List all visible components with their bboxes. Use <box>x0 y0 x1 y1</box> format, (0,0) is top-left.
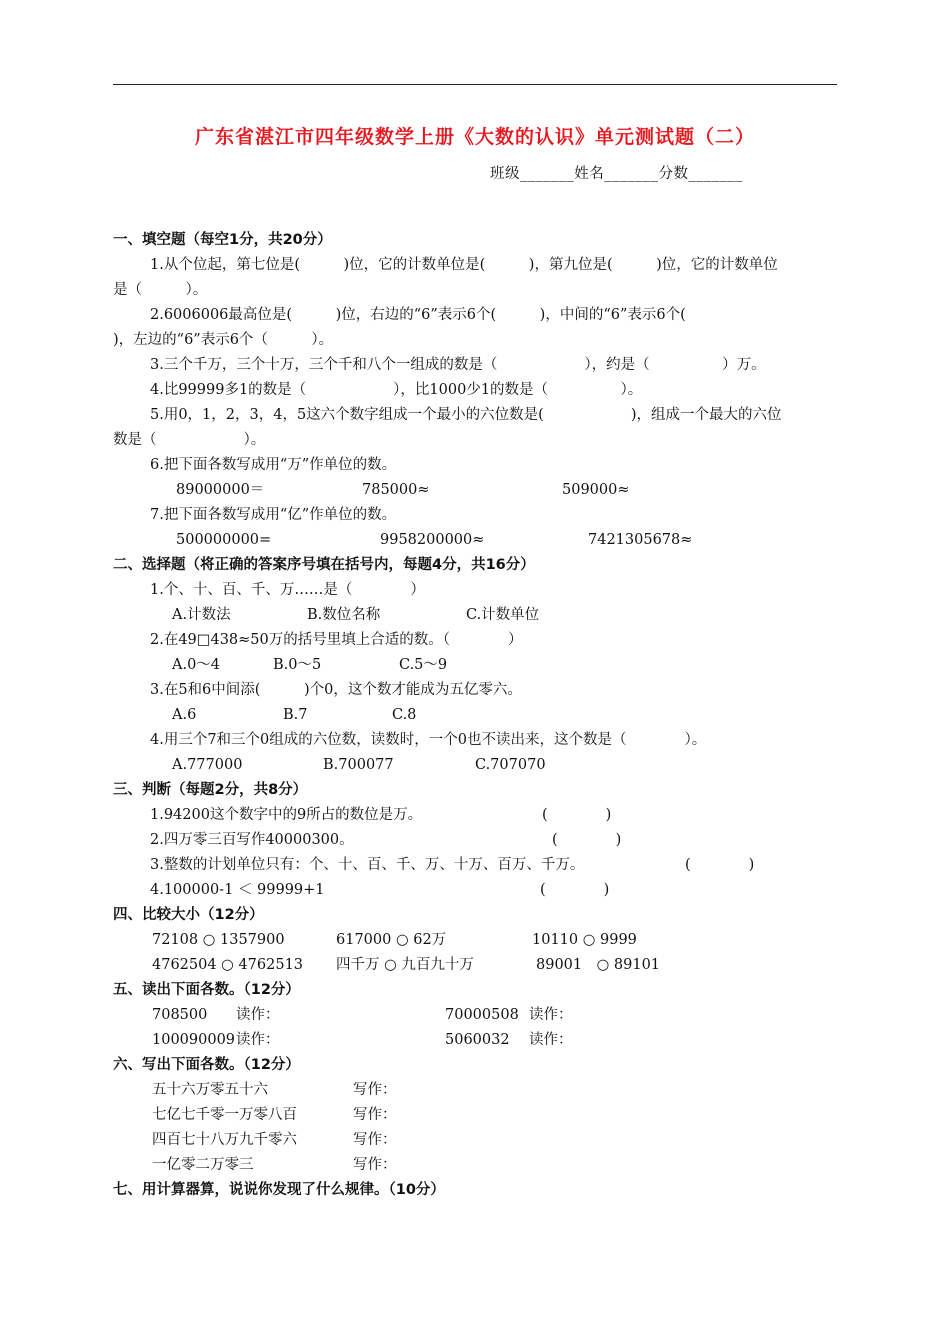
s4-compare-item: 617000 ○ 62万 <box>336 932 447 948</box>
s5-read-label: 读作： <box>529 1032 573 1048</box>
section-6-heading: 六、写出下面各数。（12分） <box>113 1057 300 1073</box>
s3-answer-paren: ( ) <box>685 857 755 873</box>
s1-q1-line2: 是（ ）。 <box>113 282 208 298</box>
s5-read-label: 读作： <box>236 1007 280 1023</box>
s1-q3: 3.三个千万，三个十万，三个千和八个一组成的数是（ ），约是（ ）万。 <box>150 357 766 373</box>
s6-words: 五十六万零五十六 <box>152 1082 268 1098</box>
s5-number: 708500 <box>152 1007 208 1023</box>
s3-answer-paren: ( ) <box>552 832 622 848</box>
s5-number: 70000508 <box>445 1007 519 1023</box>
section-1-heading: 一、填空题（每空1分，共20分） <box>113 232 332 248</box>
s2-q3-option: C.8 <box>392 707 417 723</box>
s6-write-label: 写作： <box>353 1157 397 1173</box>
s1-q6-item: 509000≈ <box>562 482 630 498</box>
s4-compare-item: 4762504 ○ 4762513 <box>152 957 304 973</box>
section-2-heading: 二、选择题（将正确的答案序号填在括号内，每题4分，共16分） <box>113 557 535 573</box>
s3-answer-paren: ( ) <box>542 807 612 823</box>
s1-q5-line2: 数是（ ）。 <box>113 432 266 448</box>
s1-q7-item: 500000000= <box>176 532 272 548</box>
s1-q7-item: 9958200000≈ <box>380 532 485 548</box>
s2-q3-option: B.7 <box>283 707 308 723</box>
s1-q6: 6.把下面各数写成用“万”作单位的数。 <box>150 457 397 473</box>
s6-write-label: 写作： <box>353 1132 397 1148</box>
s4-compare-item: 四千万 ○ 九百九十万 <box>336 957 474 973</box>
s2-q2-option: B.0～5 <box>273 657 322 673</box>
info-line: 班级_______姓名_______分数_______ <box>490 166 743 182</box>
section-5-heading: 五、读出下面各数。（12分） <box>113 982 300 998</box>
section-3-heading: 三、判断（每题2分，共8分） <box>113 782 308 798</box>
s2-q4: 4.用三个7和三个0组成的六位数，读数时，一个0也不读出来，这个数是（ ）。 <box>150 732 707 748</box>
s1-q7-item: 7421305678≈ <box>588 532 693 548</box>
s3-item: 3.整数的计划单位只有：个、十、百、千、万、十万、百万、千万。 <box>150 857 585 873</box>
s2-q3: 3.在5和6中间添( )个0，这个数才能成为五亿零六。 <box>150 682 522 698</box>
s2-q4-option: C.707070 <box>475 757 546 773</box>
s6-write-label: 写作： <box>353 1082 397 1098</box>
s2-q4-option: B.700077 <box>323 757 394 773</box>
s5-number: 5060032 <box>445 1032 510 1048</box>
s2-q3-option: A.6 <box>172 707 197 723</box>
s3-item: 4.100000-1 ＜ 99999+1 <box>150 882 325 898</box>
s6-words: 七亿七千零一万零八百 <box>152 1107 297 1123</box>
s4-compare-item: 89001 ○ 89101 <box>536 957 661 973</box>
s1-q2-line1: 2.6006006最高位是( )位，右边的“6”表示6个( )，中间的“6”表示6个( <box>150 307 686 323</box>
s4-compare-item: 72108 ○ 1357900 <box>152 932 285 948</box>
s5-read-label: 读作： <box>236 1032 280 1048</box>
s6-words: 四百七十八万九千零六 <box>152 1132 297 1148</box>
top-rule <box>113 84 837 85</box>
s3-item: 2.四万零三百写作40000300。 <box>150 832 354 848</box>
s2-q1-option: A.计数法 <box>172 607 231 623</box>
page-title: 广东省湛江市四年级数学上册《大数的认识》单元测试题（二） <box>194 126 755 148</box>
s1-q1-line1: 1.从个位起，第七位是( )位，它的计数单位是( )，第九位是( )位，它的计数单位 <box>150 257 778 273</box>
s6-write-label: 写作： <box>353 1107 397 1123</box>
s6-words: 一亿零二万零三 <box>152 1157 254 1173</box>
s1-q4: 4.比99999多1的数是（ ），比1000少1的数是（ ）。 <box>150 382 643 398</box>
section-4-heading: 四、比较大小（12分） <box>113 907 264 923</box>
s4-compare-item: 10110 ○ 9999 <box>532 932 637 948</box>
s1-q7: 7.把下面各数写成用“亿”作单位的数。 <box>150 507 397 523</box>
s2-q2-option: A.0～4 <box>172 657 221 673</box>
s5-read-label: 读作： <box>529 1007 573 1023</box>
s1-q6-item: 89000000＝ <box>176 482 265 498</box>
section-7-heading: 七、用计算器算，说说你发现了什么规律。（10分） <box>113 1182 445 1198</box>
s2-q1-option: C.计数单位 <box>466 607 540 623</box>
s2-q2: 2.在49□438≈50万的括号里填上合适的数。（ ） <box>150 632 523 648</box>
s3-item: 1.94200这个数字中的9所占的数位是万。 <box>150 807 423 823</box>
s2-q4-option: A.777000 <box>172 757 243 773</box>
s1-q5-line1: 5.用0，1，2，3，4，5这六个数字组成一个最小的六位数是( )，组成一个最大的六位 <box>150 407 782 423</box>
s3-answer-paren: ( ) <box>540 882 610 898</box>
s1-q2-line2: )，左边的“6”表示6个（ ）。 <box>113 332 334 348</box>
s5-number: 100090009 <box>152 1032 236 1048</box>
s2-q1: 1.个、十、百、千、万……是（ ） <box>150 582 425 598</box>
s2-q2-option: C.5～9 <box>399 657 448 673</box>
s2-q1-option: B.数位名称 <box>307 607 381 623</box>
s1-q6-item: 785000≈ <box>362 482 430 498</box>
